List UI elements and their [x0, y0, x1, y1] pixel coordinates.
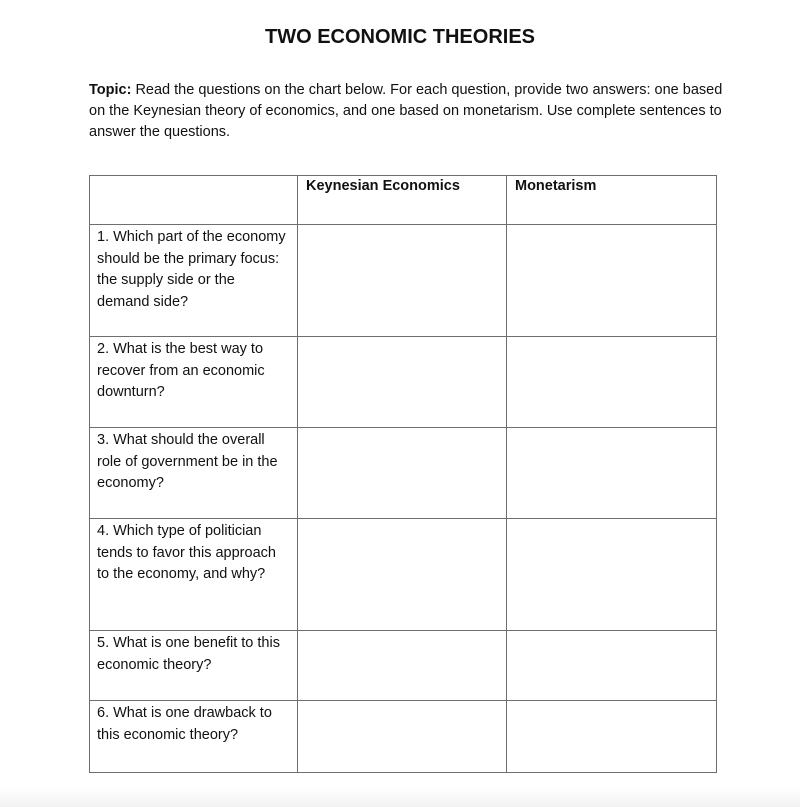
question-cell: 2. What is the best way to recover from an economic downturn?	[90, 337, 298, 428]
monetarism-answer-cell[interactable]	[507, 428, 717, 519]
monetarism-answer-cell[interactable]	[507, 519, 717, 631]
monetarism-answer-cell[interactable]	[507, 631, 717, 701]
keynesian-answer-cell[interactable]	[298, 701, 507, 773]
table-row	[90, 701, 717, 773]
page-title: TWO ECONOMIC THEORIES	[265, 26, 535, 48]
topic-label: Topic:	[89, 82, 132, 98]
topic-paragraph	[89, 80, 729, 143]
table-row	[90, 519, 717, 631]
table-row	[90, 428, 717, 519]
keynesian-answer-cell[interactable]	[298, 225, 507, 337]
table-row	[90, 337, 717, 428]
question-cell: 3. What should the overall role of government be in the economy?	[90, 428, 298, 519]
page-bottom-edge	[0, 787, 800, 807]
keynesian-answer-cell[interactable]	[298, 631, 507, 701]
question-cell: 6. What is one drawback to this economic theory?	[90, 701, 298, 773]
header-monetarism: Monetarism	[507, 176, 717, 225]
topic-text: Read the questions on the chart below. For each question, provide two answers: one based on the Keynesian theory of economics, and one based on monetarism. Use complete sentences to answer the questions.	[89, 82, 723, 140]
table-row	[90, 631, 717, 701]
monetarism-answer-cell[interactable]	[507, 337, 717, 428]
monetarism-answer-cell[interactable]	[507, 225, 717, 337]
keynesian-answer-cell[interactable]	[298, 337, 507, 428]
question-cell: 1. Which part of the economy should be the primary focus: the supply side or the demand side?	[90, 225, 298, 337]
question-cell: 5. What is one benefit to this economic theory?	[90, 631, 298, 701]
header-keynesian: Keynesian Economics	[298, 176, 507, 225]
monetarism-answer-cell[interactable]	[507, 701, 717, 773]
header-row	[90, 176, 717, 225]
keynesian-answer-cell[interactable]	[298, 519, 507, 631]
header-cell-blank	[90, 176, 298, 225]
keynesian-answer-cell[interactable]	[298, 428, 507, 519]
table-row	[90, 225, 717, 337]
answer-chart	[89, 175, 717, 773]
question-cell: 4. Which type of politician tends to favor this approach to the economy, and why?	[90, 519, 298, 631]
